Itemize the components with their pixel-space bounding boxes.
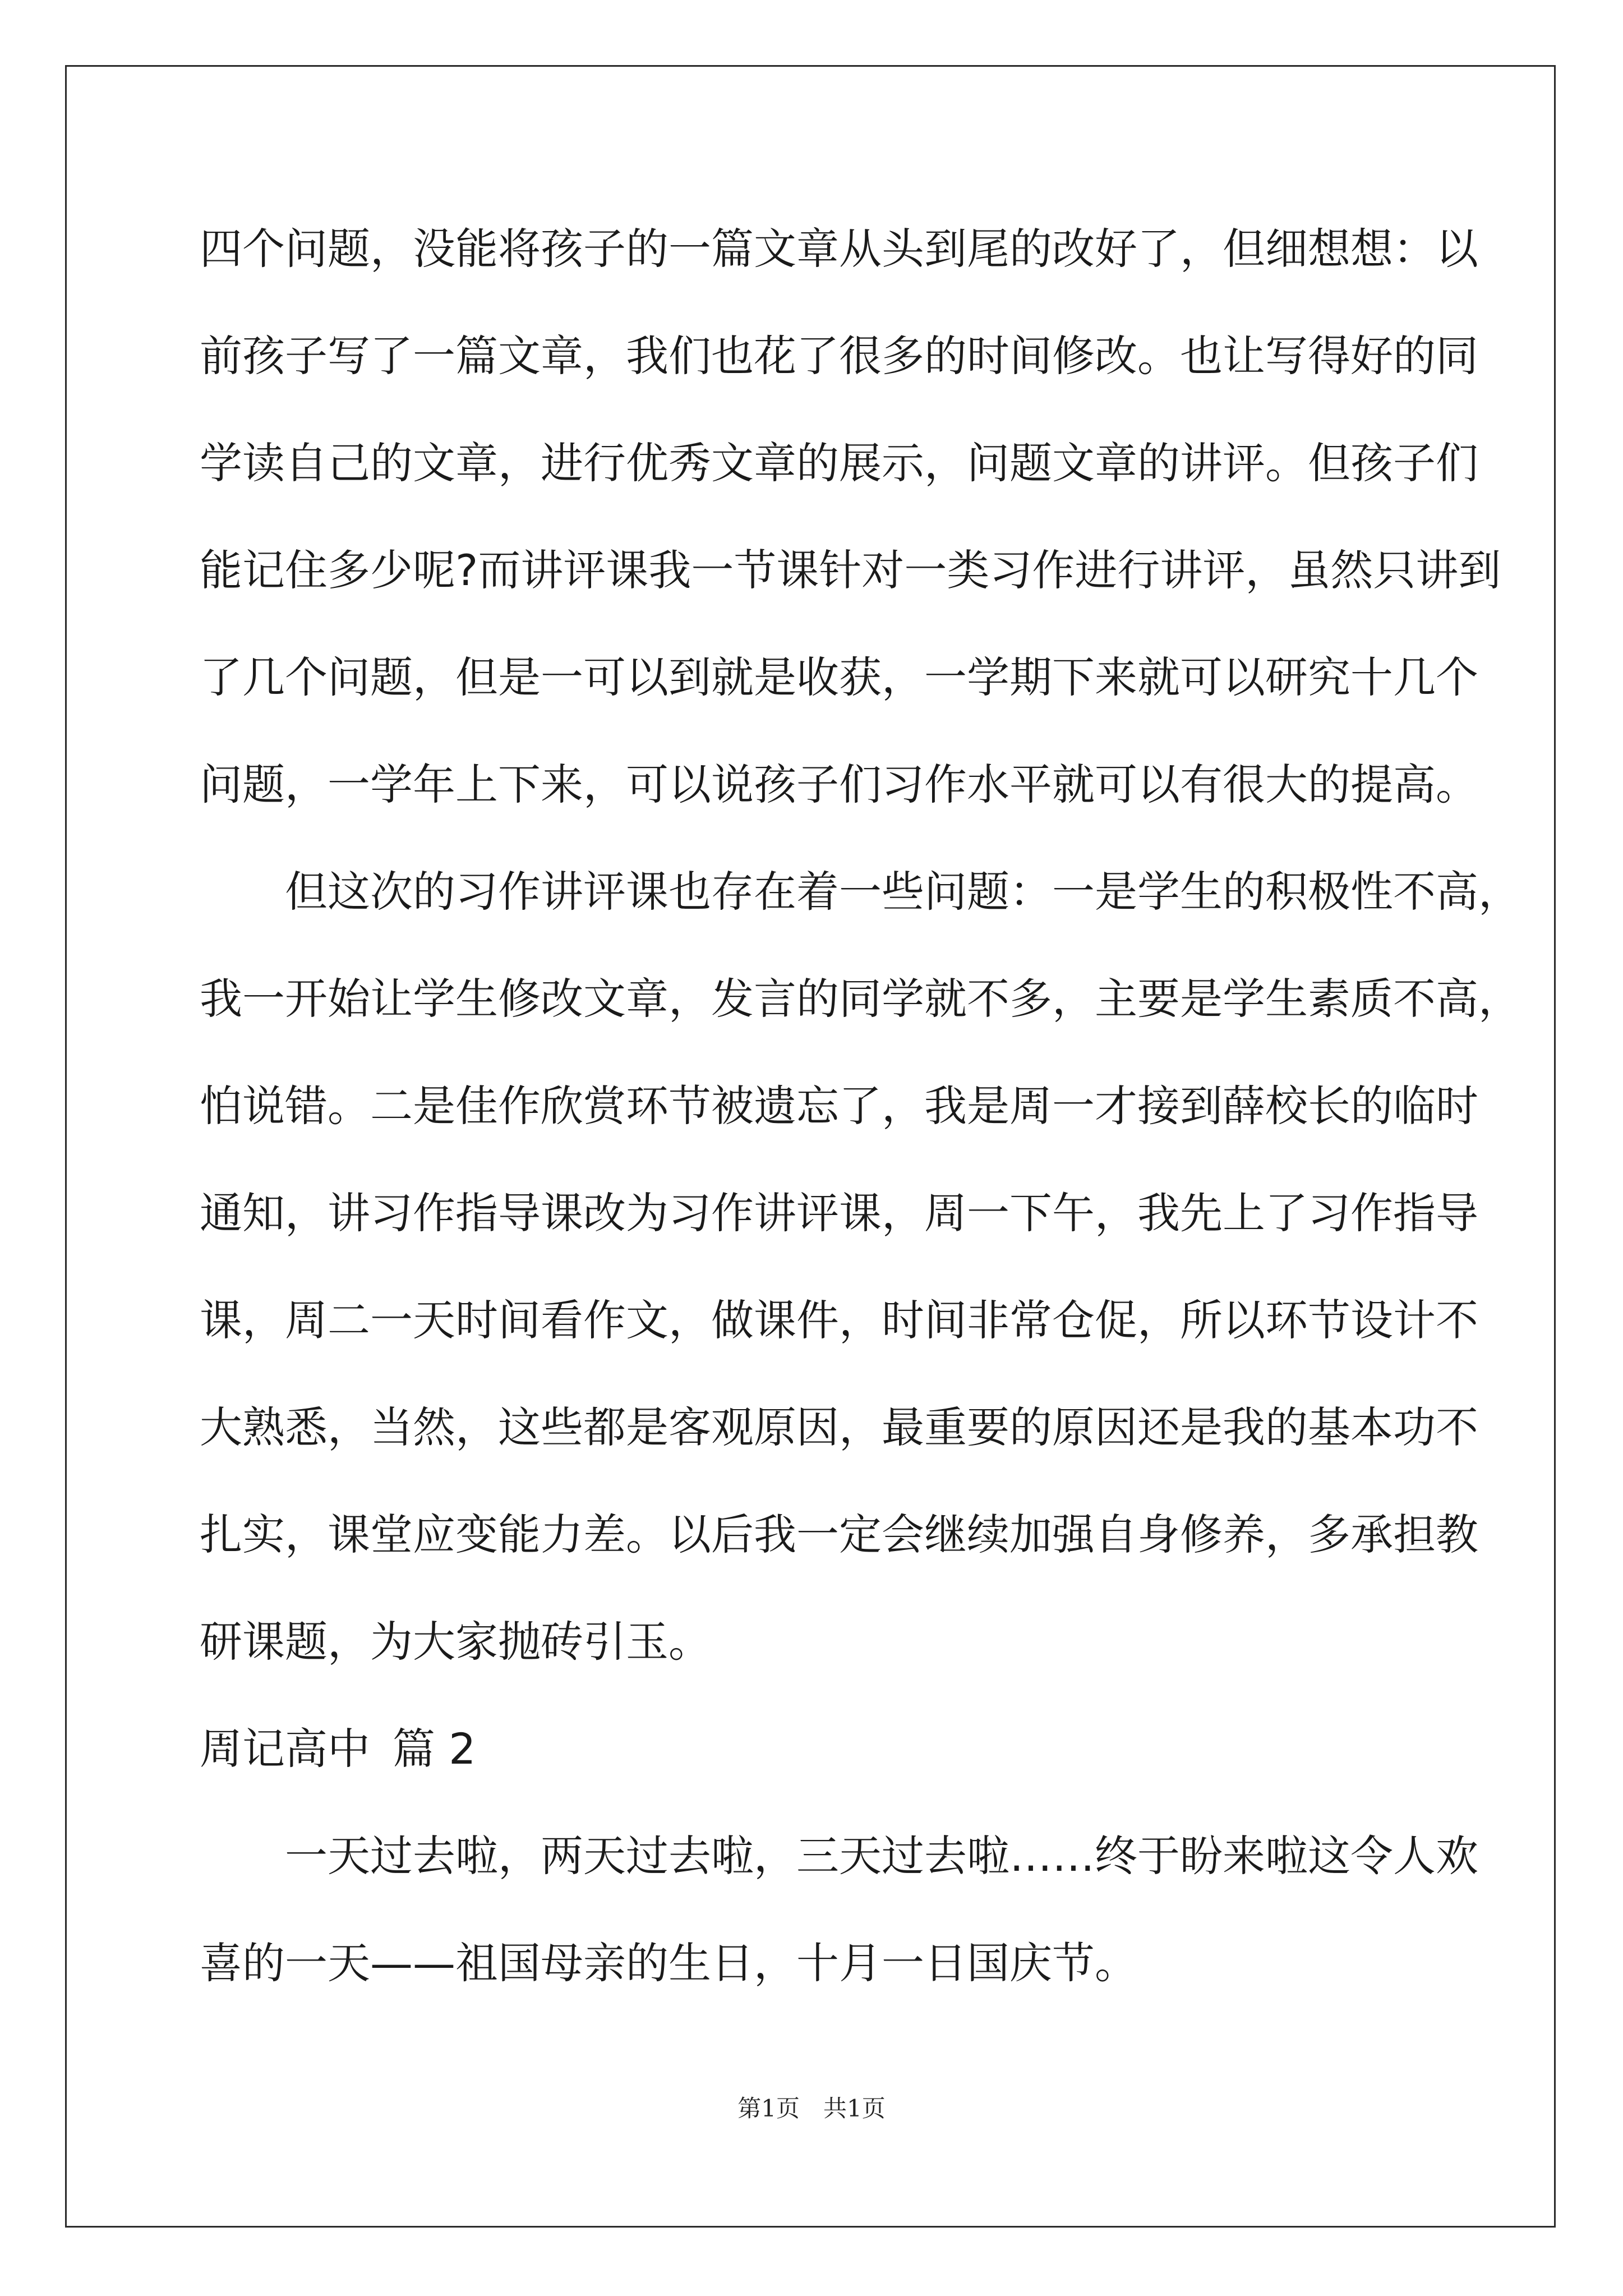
- text-line: 通知，讲习作指导课改为习作讲评课，周一下午，我先上了习作指导: [200, 1188, 1478, 1238]
- text-line: 学读自己的文章，进行优秀文章的展示，问题文章的讲评。但孩子们: [200, 438, 1478, 488]
- page-footer: 第1页 共1页: [737, 2095, 886, 2122]
- text-line: 了几个问题，但是一可以到就是收获，一学期下来就可以研究十几个: [200, 652, 1478, 702]
- heading-title: 周记高中: [200, 1724, 370, 1774]
- section-heading: [200, 1702, 1428, 1809]
- paragraph-3: [200, 1809, 1478, 2023]
- document-body: [200, 202, 1521, 2023]
- text-line: 研课题，为大家抛砖引玉。: [200, 1617, 711, 1667]
- text-line: 扎实，课堂应变能力差。以后我一定会继续加强自身修养，多承担教: [200, 1510, 1478, 1559]
- text-line: 问题，一学年上下来，可以说孩子们习作水平就可以有很大的提高。: [200, 760, 1478, 809]
- text-line: 前孩子写了一篇文章，我们也花了很多的时间修改。也让写得好的同: [200, 331, 1478, 381]
- paragraph-2: [200, 845, 1521, 1702]
- text-line: 能记住多少呢?而讲评课我一节课针对一类习作进行讲评，虽然只讲到: [200, 545, 1501, 595]
- text-line: 一天过去啦，两天过去啦，三天过去啦……终于盼来啦这令人欢: [285, 1831, 1478, 1881]
- text-line: 但这次的习作讲评课也存在着一些问题：一是学生的积极性不高，: [285, 867, 1521, 917]
- text-line: 我一开始让学生修改文章，发言的同学就不多，主要是学生素质不高，: [200, 974, 1521, 1024]
- text-line: 怕说错。二是佳作欣赏环节被遗忘了，我是周一才接到薛校长的临时: [200, 1081, 1478, 1131]
- paragraph-1: [200, 202, 1501, 845]
- text-line: 喜的一天——祖国母亲的生日，十月一日国庆节。: [200, 1938, 1137, 1988]
- text-line: 四个问题，没能将孩子的一篇文章从头到尾的改好了，但细想想：以: [200, 224, 1478, 274]
- text-line: 课，周二一天时间看作文，做课件，时间非常仓促，所以环节设计不: [200, 1295, 1478, 1345]
- heading-part: 篇 2: [393, 1724, 476, 1774]
- text-line: 大熟悉，当然，这些都是客观原因，最重要的原因还是我的基本功不: [200, 1402, 1478, 1452]
